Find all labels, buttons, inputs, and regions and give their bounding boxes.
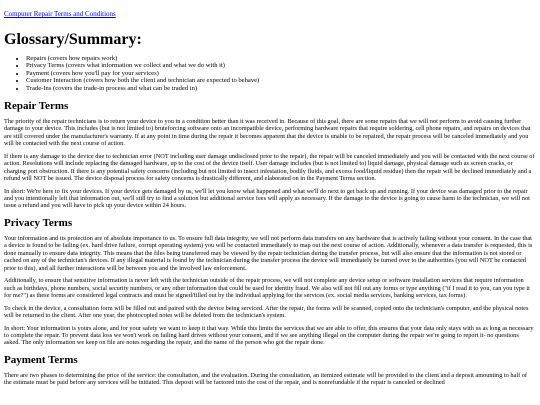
glossary-item-customer-interaction: • Customer Interaction (covers how both the client and technician are expected to behave)	[26, 77, 536, 84]
repair-terms-heading: Repair Terms	[4, 100, 69, 113]
repair-paragraph: If there is any damage to the device due to technician error (NOT including user damage undisclosed prior to the repair), the repair will be canceled immediately and you will be contacted with the next course of action. Resolutions will include replacing the damaged hardware, up to the cost of the device itself. User damage includes (but is not limited to) liquid damage, physical damage such as screen cracks, or charging port obstruction. If there is any potential safety concerns (including but not limited to insect infestation, bodily fluids, and excess food/liquid residue) then the repair will be declined immediately and a refund will NOT be issued. The device disposal process for safety concerns is drastically different, and elaborated on in the Payment Terms section.	[4, 152, 535, 183]
glossary-item-payment: • Payment (covers how you'll pay for your services)	[26, 70, 536, 77]
glossary-item-privacy: • Privacy Terms (covers what information we collect and what we do with it)	[26, 62, 536, 69]
privacy-paragraph: To check in the device, a consultation form will be filled out and paired with the device being serviced. After the repair, the forms will be scanned, copied onto the technician's computer, and the physical notes will be returned to the client. After one year, the photocopied notes will be deleted from the technician's system.	[4, 304, 529, 319]
payment-paragraph: There are two phases to determining the price of the service: the consultation, and the evaluation. During the consultation, an itemized estimate will be provided to the client and a deposit amounting to half of the estimate must be paid before any services will be initiated. This deposit will be factored into the cost of the repair, and is nonrefundable if the repair is canceled or declined	[4, 371, 528, 387]
repair-paragraph: The priority of the repair technicians is to return your device to you in a condition better than it was received in. Because of this goal, there are some repairs that we will not perform to avoid causing further damage to your device. This includes (but is not limited to) bruteforcing software onto an incompatible device, performing hardware repairs that require soldering, cell phone repairs, and repairs on devices that are still covered under the manufacturer's warranty. If at any point in time during the repair it becomes apparent that the device is unable to be repaired, the repair process will be canceled immediately and you will be contacted with the next course of action.	[4, 118, 531, 148]
privacy-paragraph: In short: Your information is yours alone, and for your safety we want to keep it that way. While this limits the services that we are able to offer, this ensures that your data only stays with us as long as necessary to complete the repair. To prevent data loss we won't work on failing hard drives without your consent, and if we see anything illegal on the computer during the repair we're going to report it- no questions asked. The only information we keep on file are notes regarding the repair, and the name of the person who got the repair done.	[4, 324, 534, 347]
glossary-heading: Glossary/Summary:	[4, 31, 142, 48]
glossary-item-trade-ins: • Trade-Ins (covers the trade-in process and what can be traded in)	[26, 85, 536, 92]
terms-title-link[interactable]: Computer Repair Terms and Conditions	[4, 10, 116, 18]
repair-paragraph: In short: We're here to fix your devices. If your device gets damaged by us, we'll let you know what happened and what we'll do next to get back up and running. If your device was damaged prior to the repair and you intentionally left that information out, we'll still try to find a solution but additional service fees will apply as necessary. If the damage to the device is going to cause harm to the technician, we will not issue a refund and you will have to pick up your device within 24 hours.	[4, 187, 530, 210]
glossary-list	[4, 55, 536, 92]
privacy-paragraph: Additionally, to ensure that sensitive information is never left with the technician outside of the repair process, we will not complete any device setup or software installation services that require information such as birthdays, phone numbers, social security numbers, or any other information that could be used for identity fraud. We also will not fill out any forms or type anything ("if I read it to you, can you type it for me?") as these forms are considered legal contracts and must be signed/filled out by the individual applying for the services (ex. social media services, banking services, tax forms).	[4, 277, 530, 299]
glossary-item-repairs: • Repairs (covers how repairs work)	[26, 55, 536, 62]
privacy-paragraph: Your information and its protection are of absolute importance to us. To ensure full data integrity, we will not perform data transfers on any hardware that is actively failing without your consent. In the case that a device is found to be failing (ex. hard drive failure, corrupt operating system) you will be contacted immediately to map out the next course of action. Additionally, whenever a data transfer is requested, this is done manually to ensure data integrity. This means that the files being transferred may be viewed by the repair technician during the transfer process, but will also ensure that the information is not stored or cached on any of the technician's devices. If any illegal material is found by the technician during the transfer process the device will immediately be turned over to the authorities (you will NOT be contacted prior to this), and all further interactions will be between you and the involved law enforcement.	[4, 234, 533, 272]
payment-terms-heading: Payment Terms	[4, 353, 78, 366]
privacy-terms-heading: Privacy Terms	[4, 216, 73, 229]
